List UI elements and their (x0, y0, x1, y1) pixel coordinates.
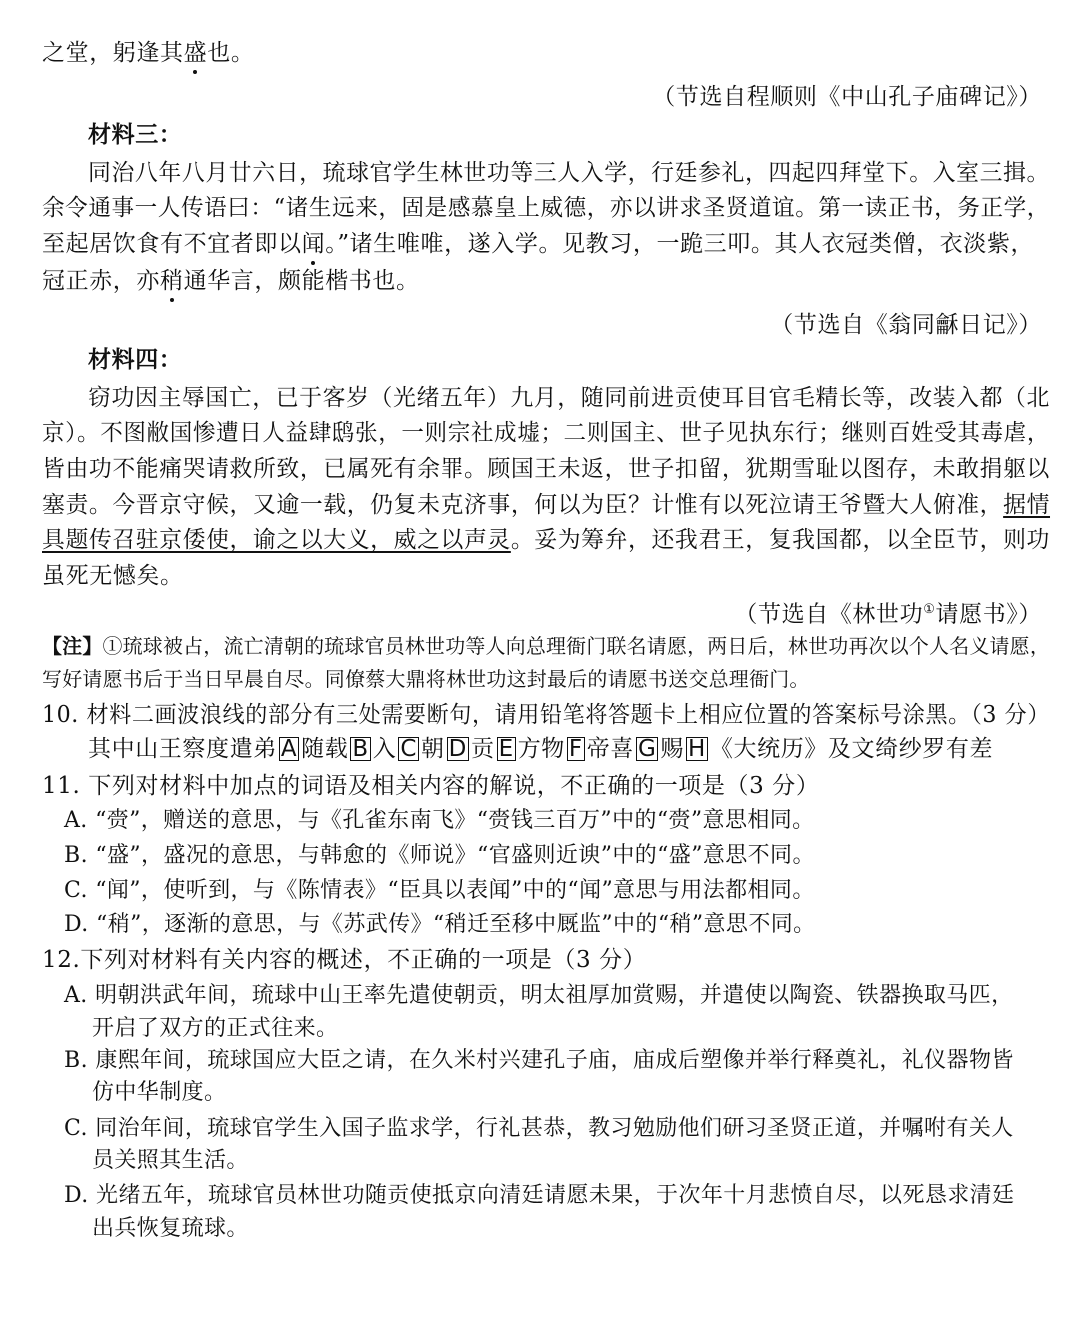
question-10-sentence (88, 734, 993, 764)
text: 朝 (421, 736, 445, 762)
text: 请愿书》） (935, 601, 1042, 628)
text: 也。 (207, 40, 255, 66)
answer-box-c[interactable]: C (400, 736, 418, 762)
material-four-line: 皆由功不能痛哭请救所致，已属死有余罪。顾国王未返，世子扣留，犹期雪耻以图存，未敢捐躯以 (42, 456, 1051, 482)
question-11-stem: 11. 下列对材料中加点的词语及相关内容的解说，不正确的一项是（3 分） (42, 773, 820, 799)
dotted-word: 闻 (301, 231, 326, 257)
text: 其中山王察度遣弟 (88, 736, 277, 762)
material-four-source (734, 595, 1042, 630)
answer-box-e[interactable]: E (498, 736, 514, 762)
material-four-heading: 材料四： (88, 346, 183, 373)
material-two-last-line (42, 38, 254, 68)
text: 贡 (470, 736, 495, 762)
dotted-word: 稍 (160, 268, 184, 294)
material-four-line: 窃功因主辱国亡，已于客岁（光绪五年）九月，随同前进贡使耳目官毛精长等，改装入都（北 (88, 385, 1050, 411)
answer-box-g[interactable]: G (637, 736, 657, 762)
question-12-option-d-cont: 出兵恢复琉球。 (92, 1216, 249, 1241)
text: 通华言，颇能楷书也。 (183, 268, 420, 294)
question-12-option-a[interactable]: A. 明朝洪武年间，琉球中山王率先遣使朝贡，明太祖厚加赏赐，并遣使以陶瓷、铁器换取马匹， (64, 983, 1014, 1008)
text: 至起居饮食有不宜者即以 (42, 231, 302, 257)
text: （节选自《林世功 (734, 601, 924, 628)
question-12-option-b-cont: 仿中华制度。 (92, 1080, 227, 1105)
material-three-source: （节选自《翁同龢日记》） (770, 312, 1042, 338)
material-three-line (42, 229, 1034, 259)
text: 。妥为筹弁，还我君王，复我国都，以全臣节，则功 (510, 527, 1051, 553)
text: 帝喜 (586, 736, 634, 762)
footnote-mark: ① (923, 602, 936, 617)
question-10-stem: 10. 材料二画波浪线的部分有三处需要断句，请用铅笔将答题卡上相应位置的答案标号涂黑。（3 分） (42, 702, 1051, 728)
answer-box-b[interactable]: B (352, 736, 369, 762)
underlined-text: 据情 (1003, 492, 1051, 518)
text: 《大统历》及文绮纱罗有差 (709, 736, 994, 762)
answer-box-d[interactable]: D (448, 736, 467, 762)
material-four-line (42, 490, 1050, 520)
text: 塞责。今晋京守候，又逾一载，仍复未克济事，何以为臣？计惟有以死泣请王爷暨大人俯准， (42, 492, 1004, 518)
material-three-line: 余令通事一人传语曰：“诸生远来，固是感慕皇上威德，亦以讲求圣贤道谊。第一读正书，务正学， (42, 195, 1050, 221)
text: 赐 (660, 736, 684, 762)
question-12-stem: 12.下列对材料有关内容的概述，不正确的一项是（3 分） (42, 947, 647, 973)
question-12-option-a-cont: 开启了双方的正式往来。 (92, 1016, 339, 1041)
text: ①琉球被占，流亡清朝的琉球官员林世功等人向总理衙门联名请愿，两日后，林世功再次以个人名义请愿， (102, 634, 1050, 658)
note-label: 【注】 (42, 634, 103, 658)
text: 随载 (301, 736, 349, 762)
material-two-source: （节选自程顺则《中山孔子庙碑记》） (652, 84, 1042, 110)
material-three-line: 同治八年八月廿六日，琉球官学生林世功等三人入学，行廷参礼，四起四拜堂下。入室三揖。 (88, 160, 1050, 186)
dotted-word: 盛 (183, 40, 208, 66)
material-three-heading: 材料三： (88, 121, 183, 148)
text: 入 (372, 736, 397, 762)
question-11-option-d[interactable]: D. “稍”，逐渐的意思，与《苏武传》“稍迁至移中厩监”中的“稍”意思不同。 (64, 912, 816, 937)
question-12-option-c-cont: 员关照其生活。 (92, 1148, 249, 1173)
question-11-option-b[interactable]: B. “盛”，盛况的意思，与韩愈的《师说》“官盛则近谀”中的“盛”意思不同。 (64, 843, 815, 868)
text: 。”诸生唯唯，遂入学。见教习，一跪三叩。其人衣冠类僧，衣淡紫， (325, 231, 1035, 257)
answer-box-a[interactable]: A (280, 736, 298, 762)
text: 之堂，躬逢其 (42, 40, 184, 66)
note-line (42, 633, 1050, 659)
material-four-line (42, 525, 1050, 555)
question-12-option-b[interactable]: B. 康熙年间，琉球国应大臣之请，在久米村兴建孔子庙，庙成后塑像并举行释奠礼，礼仪器物皆 (64, 1048, 1014, 1073)
answer-box-f[interactable]: F (568, 736, 583, 762)
note-line: 写好请愿书后于当日早晨自尽。同僚蔡大鼎将林世功这封最后的请愿书送交总理衙门。 (42, 667, 810, 691)
underlined-text: 具题传召驻京倭使，谕之以大义，威之以声灵 (42, 527, 511, 553)
material-three-line (42, 266, 420, 296)
question-11-option-c[interactable]: C. “闻”，使听到，与《陈情表》“臣具以表闻”中的“闻”意思与用法都相同。 (64, 878, 815, 903)
question-11-option-a[interactable]: A. “赍”，赠送的意思，与《孔雀东南飞》“赍钱三百万”中的“赍”意思相同。 (64, 808, 815, 833)
text: 方物 (517, 736, 565, 762)
text: 冠正赤，亦 (42, 268, 160, 294)
material-four-line: 虽死无憾矣。 (42, 563, 184, 589)
answer-box-h[interactable]: H (688, 736, 706, 762)
question-12-option-d[interactable]: D. 光绪五年，琉球官员林世功随贡使抵京向清廷请愿未果，于次年十月悲愤自尽，以死恳求清廷 (64, 1183, 1015, 1208)
question-12-option-c[interactable]: C. 同治年间，琉球官学生入国子监求学，行礼甚恭，教习勉励他们研习圣贤正道，并嘱咐有关人 (64, 1116, 1014, 1141)
material-four-line: 京）。不图敝国惨遭日人益肆鸱张，一则宗社成墟；二则国主、世子见执东行；继则百姓受其毒虐， (42, 420, 1051, 446)
